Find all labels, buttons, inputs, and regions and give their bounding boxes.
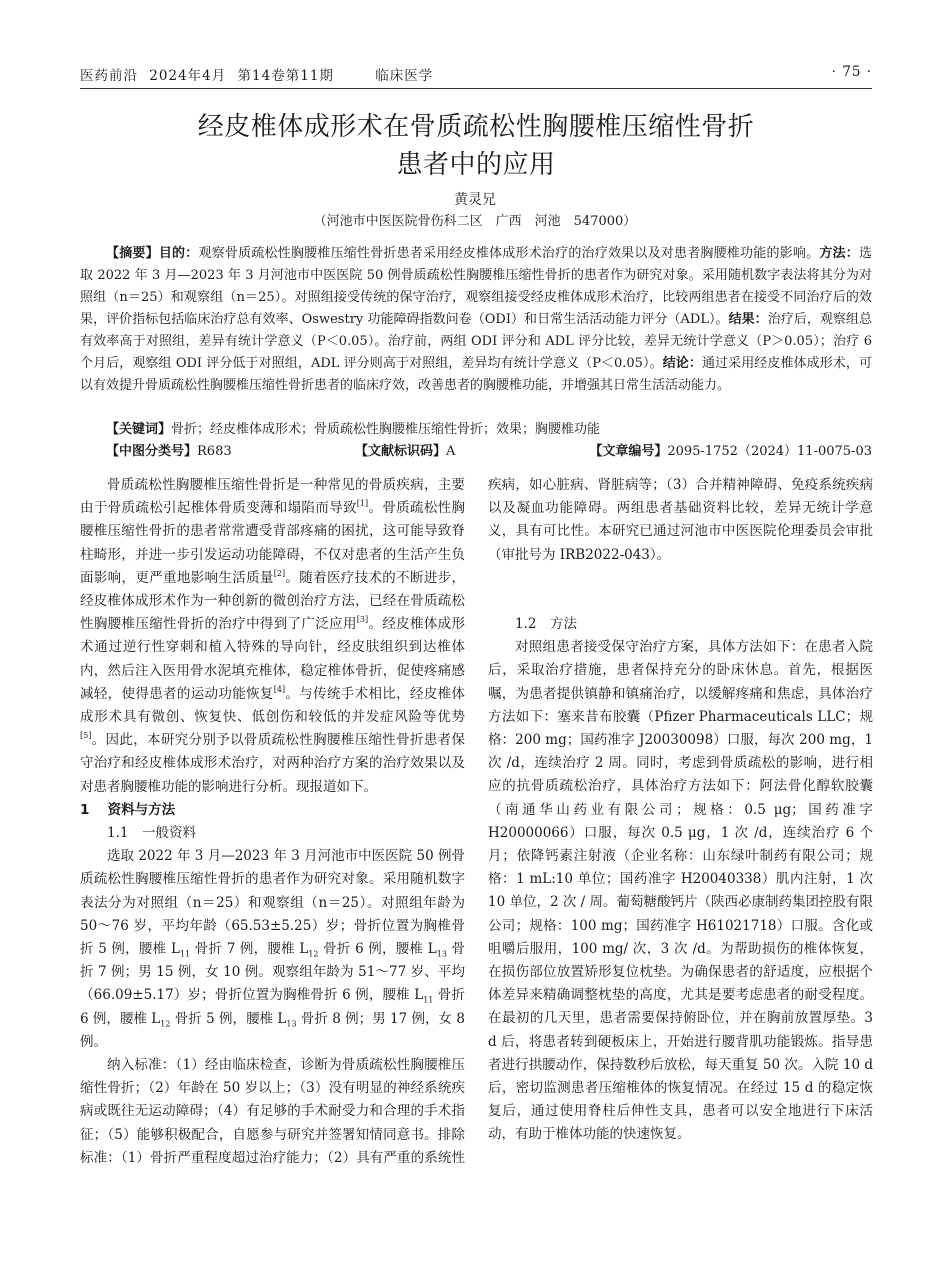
section-heading-1: 1 资料与方法 — [80, 801, 176, 818]
clc-label: 【中图分类号】 — [106, 444, 198, 459]
general-text-g: 骨折 8 例；男 17 例，女 8 例。 — [80, 1010, 465, 1050]
inclusion-paragraph: 纳入标准：（1）经由临床检查，诊断为骨质疏松性胸腰椎压缩性骨折；（2）年龄在 50 岁以上；（3）没有明显的神经系统疾病或既往无运动障碍；（4）有足够的手术耐受力和合理的手术指征；（5）能够积极配合，自愿参与研究并签署知情同意书。排除标准：（1）骨折严重程度超过治疗能力；（2）具有严重的系统性 — [80, 1057, 465, 1166]
header-divider — [80, 88, 872, 89]
general-text-d: 骨折 7 例；男 15 例，女 10 例。观察组年龄为 51～77 岁、平均（66.09±5.17）岁；骨折位置为胸椎骨折 6 例，腰椎 L — [80, 941, 465, 1004]
keywords — [80, 419, 872, 441]
general-data-paragraph — [80, 845, 465, 1054]
general-text-e: 骨折 6 例，腰椎 L — [80, 987, 465, 1027]
intro-text-f: 。因此，本研究分别予以骨质疏松性胸腰椎压缩性骨折患者保守治疗和经皮椎体成形术治疗，对两种治疗方案的治疗效果以及对患者胸腰椎功能的影响进行分析。现报道如下。 — [80, 732, 465, 795]
issue-date: 2024年4月 — [149, 68, 227, 84]
subscript: 11 — [423, 996, 434, 1006]
inclusion-paragraph-cont: 疾病，如心脏病、肾脏病等；（3）合并精神障碍、免疫系统疾病以及凝血功能障碍。两组患者基础资料比较，差异无统计学意义，具有可比性。本研究已通过河池市中医医院伦理委员会审批（审批号为 IRB2022-043）。 — [488, 477, 873, 563]
clc-number — [106, 441, 232, 463]
subscript: 12 — [308, 949, 319, 959]
result-label: 结果： — [728, 312, 768, 327]
intro-text-c: 。随着医疗技术的不断进步，经皮椎体成形术作为一种创新的微创治疗方法，已经在骨质疏松性胸腰椎压缩性骨折的治疗中得到了广泛应用 — [80, 569, 466, 633]
body-column-left — [80, 474, 465, 1170]
abstract — [80, 243, 872, 397]
title-line-1: 经皮椎体成形术在骨质疏松性胸腰椎压缩性骨折 — [197, 112, 755, 142]
conclusion-label: 结论： — [662, 356, 702, 371]
general-text-b: 骨折 7 例，腰椎 L — [190, 941, 309, 958]
header-journal-info — [80, 64, 439, 84]
subsection-heading-1-2: 1.2 方法 — [515, 616, 577, 632]
document-code — [355, 441, 455, 463]
abstract-method: 选取 2022 年 3 月—2023 年 3 月河池市中医医院 50 例骨质疏松性胸腰椎压缩性骨折的患者作为研究对象。采用随机数字表法将其分为对照组（n＝25）和观察组（n＝25）。对照组接受传统的保守治疗，观察组接受经皮椎体成形术治疗，比较两组患者在接受不同治疗后的效果，评价指标包括临床治疗总有效率、Oswestry 功能障碍指数问卷（ODI）和日常生活活动能力评分（ADL）。 — [80, 246, 872, 327]
abstract-conclusion: 通过采用经皮椎体成形术，可以有效提升骨质疏松性胸腰椎压缩性骨折患者的临床疗效，改善患者的胸腰椎功能，并增强其日常生活活动能力。 — [80, 356, 872, 393]
doc-value: A — [446, 444, 456, 459]
running-header — [80, 64, 872, 86]
clc-value: R683 — [197, 444, 232, 459]
method-label: 方法： — [819, 246, 859, 261]
author: 黄灵兄 — [454, 192, 496, 208]
title-line-2: 患者中的应用 — [396, 150, 556, 180]
intro-text-a: 骨质疏松性胸腰椎压缩性骨折是一种常见的骨质疾病，主要由于骨质疏松引起椎体骨质变薄和塌陷而导致 — [80, 477, 465, 517]
subscript: 13 — [286, 1019, 297, 1029]
subsection-heading-1-1: 1.1 一般资料 — [107, 825, 196, 842]
journal-name: 医药前沿 — [80, 68, 138, 84]
purpose-label: 目的： — [158, 246, 199, 261]
abstract-label: 【摘要】 — [106, 246, 159, 261]
volume-issue: 第14卷第11期 — [237, 68, 334, 84]
page-number: · 75 · — [831, 64, 872, 80]
keywords-label: 【关键词】 — [106, 422, 172, 437]
subscript: 12 — [160, 1019, 171, 1029]
subscript: 11 — [179, 949, 191, 959]
keywords-text: 骨折；经皮椎体成形术；骨质疏松性胸腰椎压缩性骨折；效果；胸腰椎功能 — [171, 422, 601, 437]
citation-1: [1] — [356, 499, 369, 509]
intro-text-b: 。骨质疏松性胸腰椎压缩性骨折的患者常常遭受背部疼痛的困扰，这可能导致脊柱畸形，并进一步引发运动功能障碍，不仅对患者的生活产生负面影响，更严重地影响生活质量 — [80, 500, 466, 586]
paper-title — [80, 108, 872, 184]
intro-text-e: 。与传统手术相比，经皮椎体成形术具有微创、恢复快、低创伤和较低的并发症风险等优势 — [80, 685, 466, 726]
subscript: 13 — [436, 949, 447, 959]
citation-3: [3] — [356, 615, 369, 625]
general-text-a: 选取 2022 年 3 月—2023 年 3 月河池市中医医院 50 例骨质疏松性胸腰椎压缩性骨折的患者作为研究对象。采用随机数字表法分为对照组（n＝25）和观察组（n＝25）。对照组年龄为 50～76 岁，平均年龄（65.53±5.25）岁；骨折位置为胸椎骨折 5 例，腰椎 L — [80, 848, 465, 958]
article-number — [589, 441, 872, 463]
header-section: 临床医学 — [375, 68, 434, 84]
intro-text-d: 。经皮椎体成形术通过逆行性穿刺和植入特殊的导向针，经皮肤组织到达椎体内，然后注入医用骨水泥填充椎体，稳定椎体骨折，促使疼痛感减轻，使得患者的运动功能恢复 — [80, 616, 466, 702]
affiliation: （河池市中医医院骨伤科二区 广西 河池 547000） — [313, 214, 637, 229]
abstract-result: 治疗后，观察组总有效率高于对照组，差异有统计学意义（P＜0.05）。治疗前，两组 ODI 评分和 ADL 评分比较，差异无统计学意义（P＞0.05）；治疗 6 个月后，观察组 ODI 评分低于对照组，ADL 评分则高于对照组，差异均有统计学意义（P＜0.05）。 — [80, 312, 872, 371]
citation-2: [2] — [273, 568, 286, 578]
doc-label: 【文献标识码】 — [355, 444, 447, 459]
classification-line — [80, 441, 872, 463]
article-value: 2095-1752（2024）11-0075-03 — [667, 444, 872, 459]
general-text-c: 骨折 6 例，腰椎 L — [318, 941, 437, 958]
method-paragraph: 对照组患者接受保守治疗方案，具体方法如下：在患者入院后，采取治疗措施，患者保持充分的卧床休息。首先，根据医嘱，为患者提供镇静和镇痛治疗，以缓解疼痛和焦虑，具体治疗方法如下：塞来昔布胶囊（Pfizer Pharmaceuticals LLC；规格：200 mg；国药准字 J20030098）口服，每次 200 mg，1 次 /d，连续治疗 2 周。同时，考虑到骨质疏松的影响，进行相应的抗骨质疏松治疗，具体治疗方法如下：阿法骨化醇软胶囊（南通华山药业有限公司；规格：0.5 μg；国药准字 H20000066）口服，每次 0.5 μg，1 次 /d，连续治疗 6 个月；依降钙素注射液（企业名称：山东绿叶制药有限公司；规格：1 mL:10 单位；国药准字 H20040338）肌内注射，1 次 10 单位，2 次 / 周。葡萄糖酸钙片（陕西必康制药集团控股有限公司；规格：100 mg；国药准字 H61021718）口服。含化或咀嚼后服用，100 mg/ 次，3 次 /d。为帮助损伤的椎体恢复，在损伤部位放置矫形复位枕垫。为确保患者的舒适度，应根据个体差异来精确调整枕垫的高度，尤其是要考虑患者的耐受程度。在最初的几天里，患者需要保持俯卧位，并在胸前放置厚垫。3 d 后，将患者转到硬板床上，开始进行腰背肌功能锻炼。指导患者进行拱腰动作，保持数秒后放松，每天重复 50 次。入院 10 d 后，密切监测患者压缩椎体的恢复情况。在经过 15 d 的稳定恢复后，通过使用脊柱后伸性支具，患者可以安全地进行下床活动，有助于椎体功能的快速恢复。 — [488, 639, 873, 1143]
intro-paragraph — [80, 474, 465, 799]
article-label: 【文章编号】 — [589, 444, 668, 459]
abstract-purpose: 观察骨质疏松性胸腰椎压缩性骨折患者采用经皮椎体成形术治疗的治疗效果以及对患者胸腰椎功能的影响。 — [198, 246, 820, 261]
citation-4: [4] — [273, 684, 286, 694]
body-column-right — [488, 474, 873, 1147]
general-text-f: 骨折 5 例，腰椎 L — [170, 1010, 287, 1027]
citation-5: [5] — [80, 731, 92, 741]
inclusion-continuation — [488, 474, 873, 613]
